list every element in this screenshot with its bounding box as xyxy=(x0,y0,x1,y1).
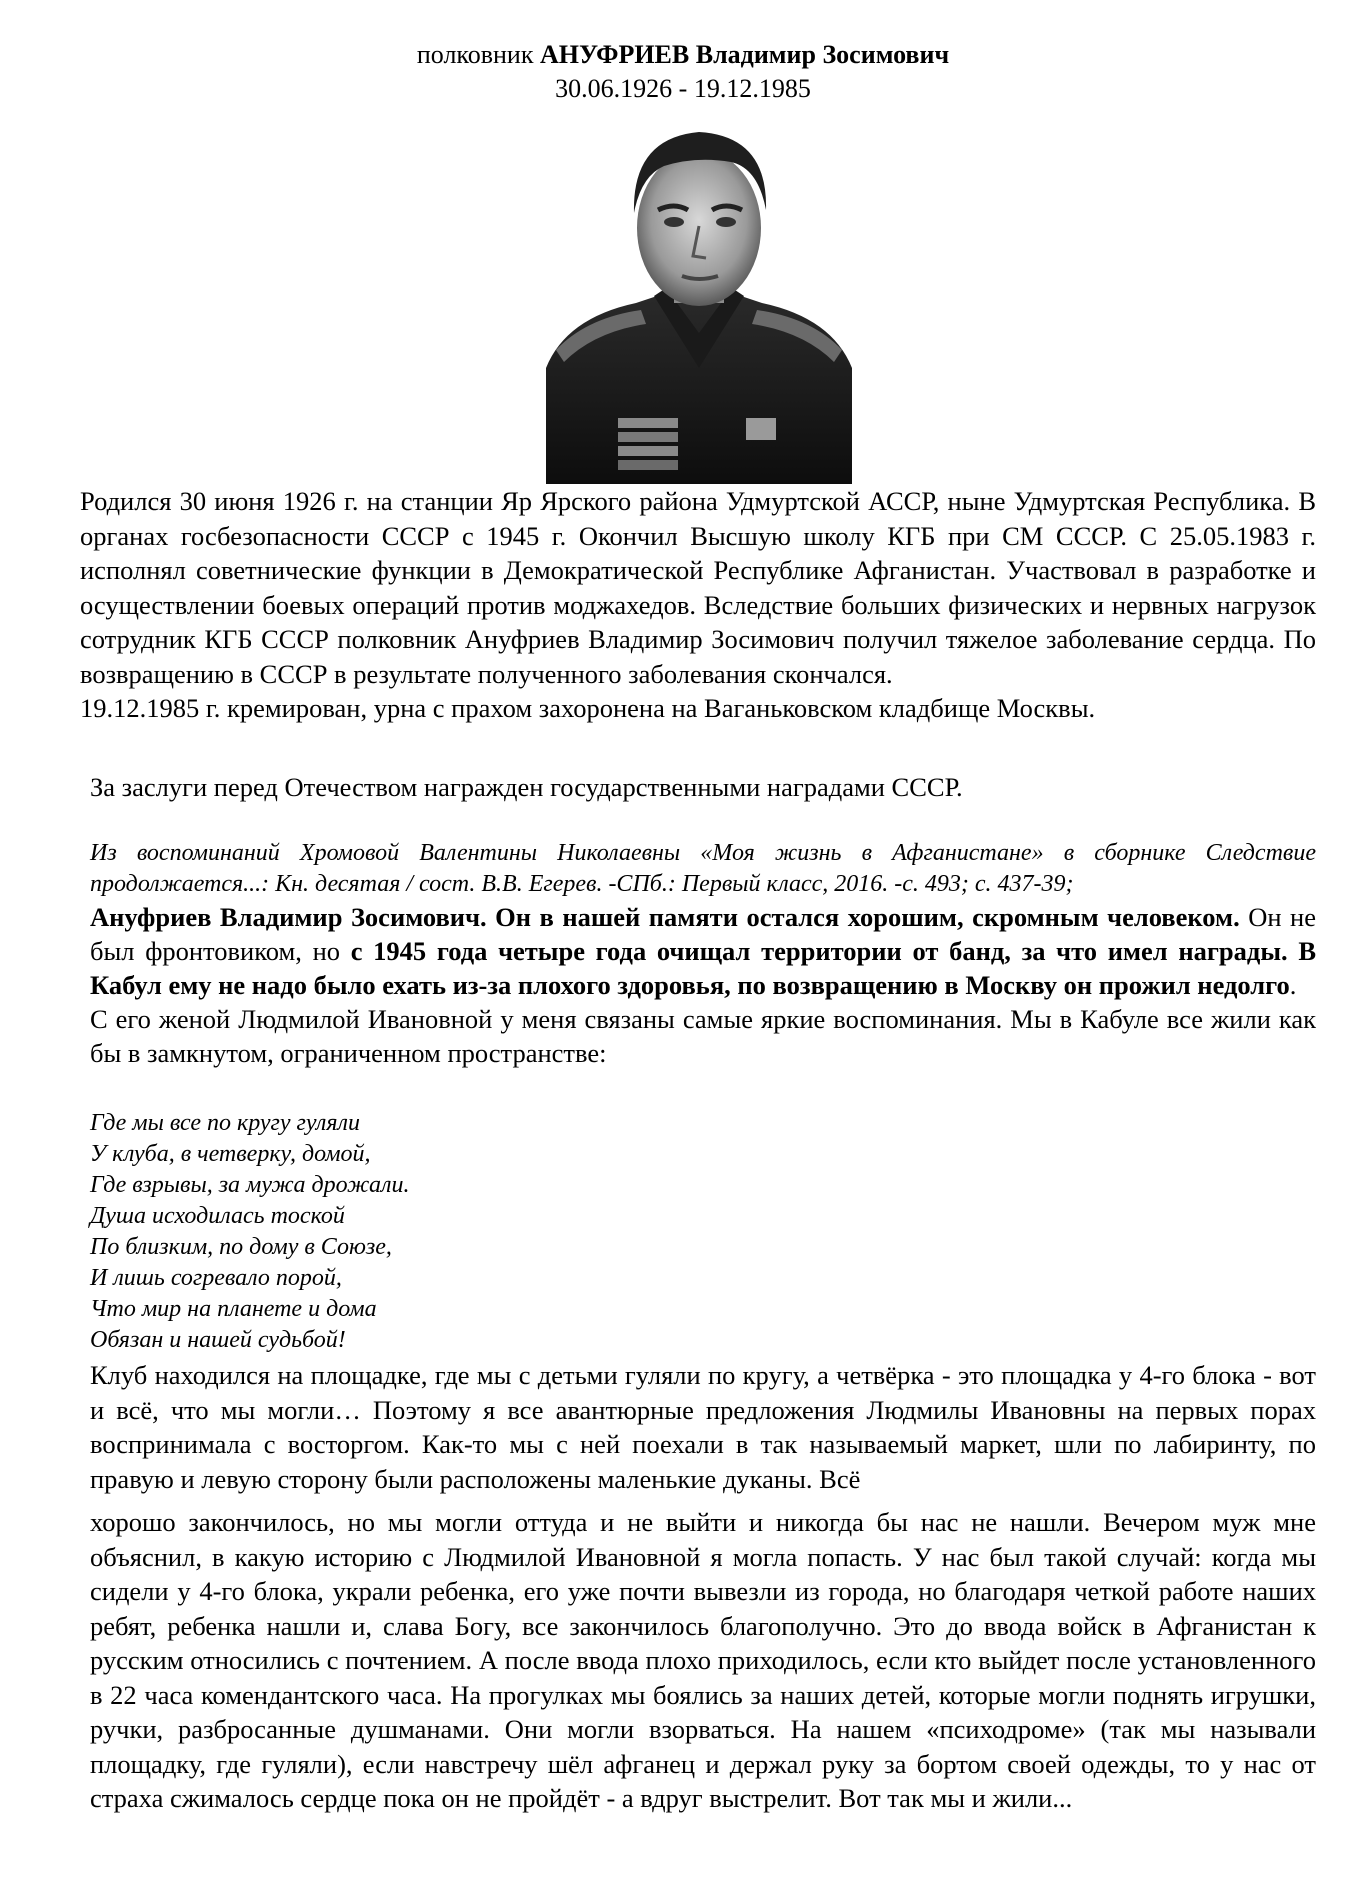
memoir-continuation-2: хорошо закончилось, но мы могли оттуда и не выйти и никогда бы нас не нашли. Вечером муж мне объяснил, в какую историю с Людмилой Ивановной я могла попасть. У нас был такой случай: когда мы сидели у 4-го блока, украли ребенка, его уже почти вывезли из города, но благодаря четкой работе наших ребят, ребенка нашли и, слава Богу, все закончилось благополучно. Это до ввода войск в Афганистан к русским относились с почтением. А после ввода плохо приходилось, если кто выйдет после установленного в 22 часа комендантского часа. На прогулках мы боялись за наших детей, которые могли поднять игрушки, ручки, разбросанные душманами. Они могли взорваться. На нашем «психодроме» (так мы называли площадку, где гуляли), если навстречу шёл афганец и держал руку за бортом своей одежды, то у нас от страха сжималось сердце пока он не пройдёт - а вдруг выстрелит. Вот так мы и жили... xyxy=(90,1507,1316,1813)
biography-paragraph: Родился 30 июня 1926 г. на станции Яр Ярского района Удмуртской АССР, ныне Удмуртская Республика. В органах госбезопасности СССР с 1945 г. Окончил Высшую школу КГБ при СМ СССР. С 25.05.1983 г. исполнял советнические функции в Демократической Республике Афганистан. Участвовал в разработке и осуществлении боевых операций против моджахедов. Вследствие больших физических и нервных нагрузок сотрудник КГБ СССР полковник Ануфриев Владимир Зосимович получил тяжелое заболевание сердца. По возвращению в СССР в результате полученного заболевания скончался. xyxy=(80,486,1316,689)
person-name: АНУФРИЕВ Владимир Зосимович xyxy=(539,40,950,69)
poem-line: У клуба, в четверку, домой, xyxy=(90,1141,371,1167)
poem-line: Что мир на планете и дома xyxy=(90,1296,377,1322)
rank: полковник xyxy=(416,40,534,69)
title-line xyxy=(0,38,1366,72)
biography xyxy=(80,484,1316,726)
poem-line: По близким, по дому в Союзе, xyxy=(90,1234,392,1260)
poem-line: Обязан и нашей судьбой! xyxy=(90,1327,346,1353)
memoir-bold-2: с 1945 года четыре года очищал территории от банд, за что имел награды. В Кабул ему не надо было ехать из-за плохого здоровья, по возвращению в Москву он прожил недолго xyxy=(90,936,1316,1000)
source-citation: Из воспоминаний Хромовой Валентины Николаевны «Моя жизнь в Афганистане» в сборнике Следствие продолжается...: Кн. десятая / сост. В.В. Егерев. -СПб.: Первый класс, 2016. -с. 493; с. 437-39; xyxy=(90,840,1316,897)
memoir-text-1: Он не был фронтовиком, но xyxy=(90,902,1317,966)
burial-line: 19.12.1985 г. кремирован, урна с прахом захоронена на Ваганьковском кладбище Москвы. xyxy=(80,693,1096,723)
poem-line: И лишь согревало порой, xyxy=(90,1265,342,1291)
poem-line: Душа исходилась тоской xyxy=(90,1203,345,1229)
life-dates: 30.06.1926 - 19.12.1985 xyxy=(555,74,811,103)
awards-line: За заслуги перед Отечеством награжден государственными наградами СССР. xyxy=(90,772,963,802)
memoir-paragraph-2: С его женой Людмилой Ивановной у меня связаны самые яркие воспоминания. Мы в Кабуле все жили как бы в замкнутом, ограниченном пространстве: xyxy=(90,1004,1316,1068)
memoir-text-2: . xyxy=(1289,970,1297,1000)
poem-line: Где взрывы, за мужа дрожали. xyxy=(90,1172,410,1198)
poem xyxy=(90,1108,690,1356)
memoir-bold-1: Ануфриев Владимир Зосимович. Он в нашей памяти остался хорошим, скромным человеком. xyxy=(90,902,1240,932)
memoir-continuation-1: Клуб находился на площадке, где мы с детьми гуляли по кругу, а четвёрка - это площадка у 4-го блока - вот и всё, что мы могли… Поэтому я все авантюрные предложения Людмилы Ивановны на первых порах воспринимала с восторгом. Как-то мы с ней поехали в так называемый маркет, шли по лабиринту, по правую и левую сторону были расположены маленькие дуканы. Всё xyxy=(90,1360,1316,1494)
header xyxy=(0,38,1366,106)
memoir xyxy=(90,900,1316,1070)
memoir-paragraph-1 xyxy=(90,900,1316,1002)
poem-line: Где мы все по кругу гуляли xyxy=(90,1110,360,1136)
portrait-photo xyxy=(546,118,852,484)
portrait-photo-icon xyxy=(546,118,852,484)
